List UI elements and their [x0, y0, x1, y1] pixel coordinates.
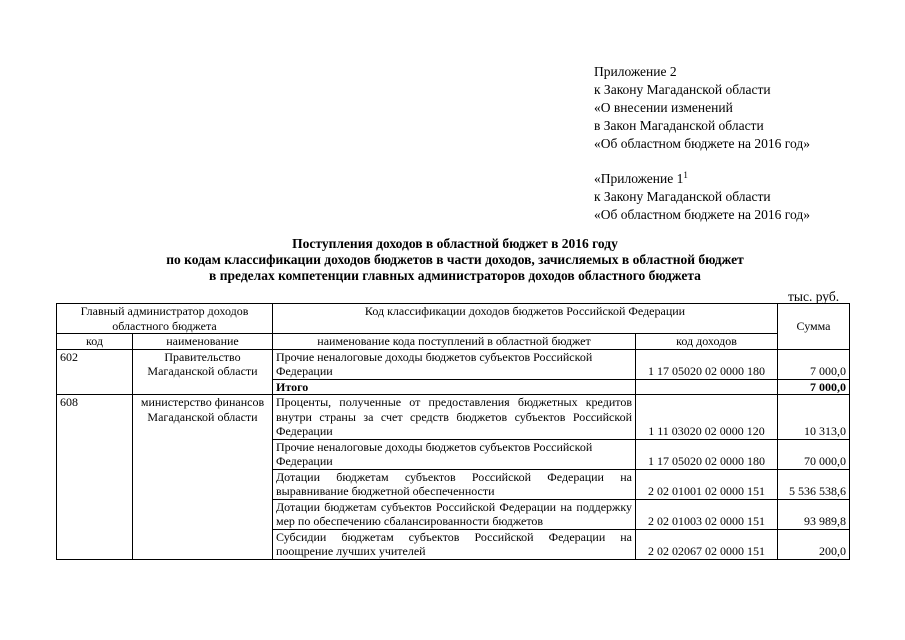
- row-income-code: 1 17 05020 02 0000 180: [636, 439, 778, 469]
- appendix-superscript: 1: [683, 170, 688, 180]
- appendix-line: «Об областном бюджете на 2016 год»: [594, 136, 810, 151]
- header-name: наименование: [133, 334, 273, 350]
- appendix-block: [594, 63, 810, 224]
- total-sum: 7 000,0: [778, 379, 850, 395]
- total-empty-cell: [636, 379, 778, 395]
- row-sum: 7 000,0: [778, 349, 850, 379]
- table-header-row: [57, 304, 850, 334]
- appendix-line: к Закону Магаданской области: [594, 82, 771, 97]
- header-income-code: код доходов: [636, 334, 778, 350]
- row-description: Субсидии бюджетам субъектов Российской Федерации на поощрение лучших учителей: [273, 529, 636, 559]
- row-description: Прочие неналоговые доходы бюджетов субъектов Российской Федерации: [273, 439, 636, 469]
- row-income-code: 2 02 01001 02 0000 151: [636, 469, 778, 499]
- header-code: код: [57, 334, 133, 350]
- row-description: Дотации бюджетам субъектов Российской Федерации на выравнивание бюджетной обеспеченности: [273, 469, 636, 499]
- row-sum: 5 536 538,6: [778, 469, 850, 499]
- total-label: Итого: [273, 379, 636, 395]
- appendix-line: к Закону Магаданской области: [594, 189, 771, 204]
- row-description: Проценты, полученные от предоставления бюджетных кредитов внутри страны за счет средств бюджетов субъектов Российской Федерации: [273, 395, 636, 440]
- row-description: Дотации бюджетам субъектов Российской Федерации на поддержку мер по обеспечению сбалансированности бюджетов: [273, 499, 636, 529]
- admin-name-cell: министерство финансов Магаданской области: [133, 395, 273, 560]
- title-line: по кодам классификации доходов бюджетов в части доходов, зачисляемых в областной бюджет: [166, 252, 744, 267]
- table-row: [57, 395, 850, 440]
- row-sum: 70 000,0: [778, 439, 850, 469]
- appendix-line: Приложение 2: [594, 64, 677, 79]
- title-line: в пределах компетенции главных администраторов доходов областного бюджета: [209, 268, 701, 283]
- row-income-code: 2 02 02067 02 0000 151: [636, 529, 778, 559]
- row-income-code: 1 11 03020 02 0000 120: [636, 395, 778, 440]
- title-line: Поступления доходов в областной бюджет в 2016 году: [292, 236, 618, 251]
- appendix-line: [594, 170, 810, 188]
- row-description: Прочие неналоговые доходы бюджетов субъектов Российской Федерации: [273, 349, 636, 379]
- row-sum: 93 989,8: [778, 499, 850, 529]
- row-sum: 200,0: [778, 529, 850, 559]
- row-income-code: 1 17 05020 02 0000 180: [636, 349, 778, 379]
- table-row: [57, 349, 850, 379]
- document-title: [60, 236, 850, 284]
- appendix-title: «Приложение 1: [594, 171, 684, 186]
- row-income-code: 2 02 01003 02 0000 151: [636, 499, 778, 529]
- table-subheader-row: [57, 334, 850, 350]
- revenue-table: [56, 303, 850, 560]
- admin-code-cell: 602: [57, 349, 133, 395]
- header-code-name: наименование кода поступлений в областной бюджет: [273, 334, 636, 350]
- header-sum: Сумма: [778, 304, 850, 350]
- appendix-line: в Закон Магаданской области: [594, 118, 764, 133]
- appendix-line: «Об областном бюджете на 2016 год»: [594, 207, 810, 222]
- units-label: тыс. руб.: [788, 289, 840, 304]
- header-admin-group: Главный администратор доходов областного бюджета: [57, 304, 273, 334]
- row-sum: 10 313,0: [778, 395, 850, 440]
- header-code-group: Код классификации доходов бюджетов Российской Федерации: [273, 304, 778, 334]
- admin-name-cell: Правительство Магаданской области: [133, 349, 273, 395]
- appendix-line: «О внесении изменений: [594, 100, 733, 115]
- admin-code-cell: 608: [57, 395, 133, 560]
